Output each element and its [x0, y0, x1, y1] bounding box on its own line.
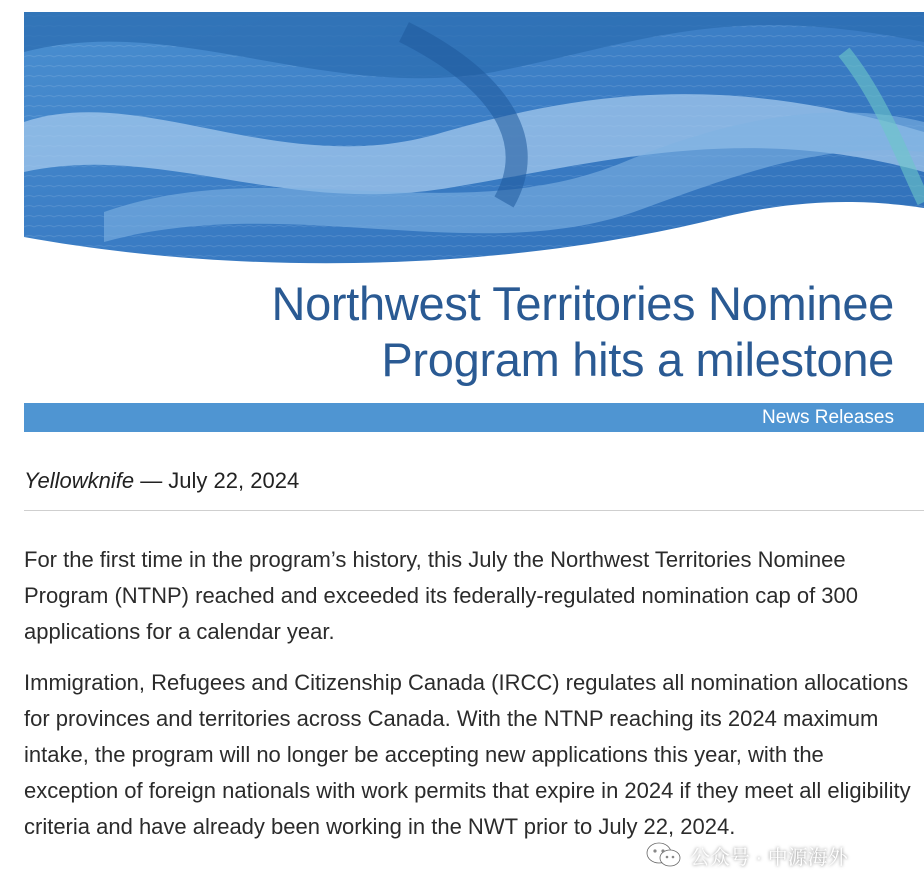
wave-pattern-graphic	[24, 12, 924, 270]
article-paragraph-2: Immigration, Refugees and Citizenship Canada (IRCC) regulates all nomination allocations for provinces and territories across Canada. With the NTNP reaching its 2024 maximum intake, the program will no longer be accepting new applications this year, with the exception of foreign nationals with work permits that expire in 2024 if they meet all eligibility criteria and have already been working in the NWT prior to July 22, 2024.	[24, 670, 911, 839]
divider	[24, 510, 924, 511]
title-line-1: Northwest Territories Nominee	[271, 277, 894, 330]
category-label: News Releases	[762, 407, 894, 428]
page-title	[24, 276, 894, 388]
dateline-date: — July 22, 2024	[134, 468, 300, 493]
dateline	[24, 466, 299, 496]
category-bar	[24, 403, 924, 432]
title-line-2: Program hits a milestone	[381, 333, 894, 386]
header-banner	[24, 12, 924, 270]
article-paragraph-1: For the first time in the program’s history, this July the Northwest Territories Nominee Program (NTNP) reached and exceeded its federally-regulated nomination cap of 300 applications for a calendar year.	[24, 547, 859, 644]
dateline-city: Yellowknife	[24, 468, 135, 493]
watermark	[646, 838, 848, 872]
watermark-text: 公众号 · 中源海外	[690, 846, 848, 869]
wechat-icon	[646, 841, 682, 869]
